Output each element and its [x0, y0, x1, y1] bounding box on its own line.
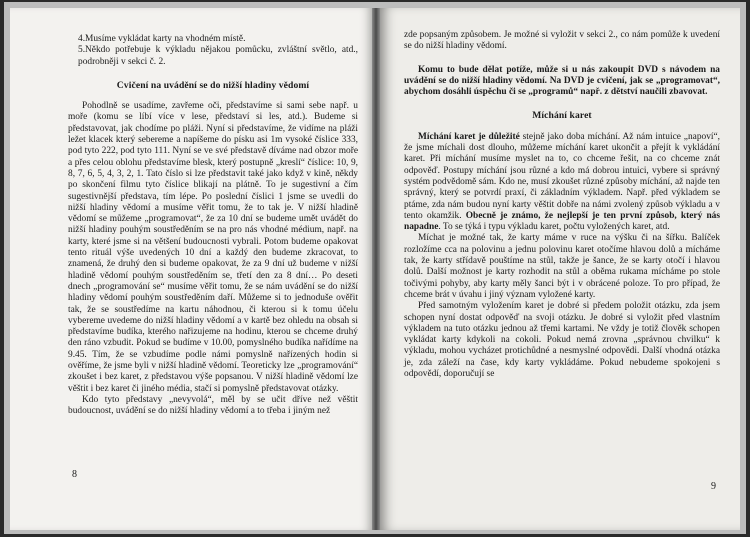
- text-run: stejně jako doba míchání. Až nám intuice „napoví“, že jsme míchali dost dlouho, můžeme míchání karet ukončit a přejít k vykládání karet. Při míchání musíme myslet na to, co chceme řešit, na co chceme znát odpověď. Postupy míchání jsou různé a kdo má dobrou intuici, vybere si správný systém podvědomě sám. Kdo ne, musí zkoušet různé způsoby míchání, až najde ten správný, který se potvrdí praxí, či základním výkladem. Např. před výkladem se ptáme, zda nám budou nyní karty věštit dobře na námi zvolený způsob výkladu a v tento okamžik.: [404, 131, 720, 221]
- bold-phrase: Obecně je známo, že nejlepší je ten první způsob, který nás napadne: [404, 210, 720, 233]
- section-heading: Cvičení na uvádění se do nižší hladiny vědomí: [116, 79, 310, 91]
- paragraph: zde popsaným způsobem. Je možné si vyložit v sekci 2., co nám pomůže k uvedení se do nižší hladiny vědomí.: [404, 30, 720, 52]
- text-run: . To se týká i typu výkladu karet, počtu vyložených karet, atd.: [438, 222, 670, 233]
- right-text-column: [404, 30, 720, 380]
- section-heading: Míchání karet: [532, 110, 592, 122]
- dvd-notice: Komu to bude dělat potíže, může si u nás zakoupit DVD s návodem na uvádění se do nižší hladiny vědomí. Na DVD je cvičení, jak se „programovat“, abychom dosáhli úspěchu či se „programů“ např. z dětství naučili zbavovat.: [404, 64, 720, 98]
- paragraph: Před samotným vyložením karet je dobré si předem položit otázku, zda jsem schopen nyní dostat odpověď na svoji otázku. Je dobré si vyložit před vlastním výkladem na tuto otázku jednou až třemi kartami. Ne vždy je totiž člověk schopen vykládat karty kdykoli na cokoli. Pokud nemá zrovna „správnou chvilku“ k výkladu, mohou vycházet protichůdné a nesmyslné odpovědi. Další vhodná otázka je, zda záleží na čase, kdy karty vykládáme. Pokud nebudeme spokojeni s odpovědí, doporučují se: [404, 301, 720, 380]
- list-item: 5.Někdo potřebuje k výkladu nějakou pomůcku, zvláštní světlo, atd., podrobněji v sekci č. 2.: [78, 45, 358, 67]
- bold-phrase: Míchání karet je důležité: [418, 131, 520, 142]
- paragraph: Pohodlně se usadíme, zavřeme oči, představíme si sami sebe např. u moře (komu se líbí více v lese, představí si les, atd.). Budeme si představovat, jak chodíme po pláži. Nyní si představíme, že vidíme na pláži ležet klacek který sebereme a napíšeme do písku asi 1m vysoké číslice 333, pod tyto 222, pod tyto 111. Nyní se ve své představě díváme nad obzor moře a přes celou oblohu představíme blesk, který postupně „kreslí“ číslice: 10, 9, 8, 7, 6, 5, 4, 3, 2, 1. Tato číslo si lze představit také jako když v kině, někdy po skončení filmu tyto číslice blikají na plátně. To je sugestivní a čím sugestivnější představa, tím lépe. Po poslední číslici 1 jsme se uvedli do nižší hladiny vědomí a musíme věřit tomu, že to tak je. V nižší hladině vědomí se můžeme „programovat“, že za 10 dní se budeme umět uvádět do nižší hladiny pouhým soustředěním se na pro nás vhodné médium, např. na karty, které jsme si na většení budoucnosti vybrali. Potom budeme opakovat tento rituál výše uvedených 10 dní a každý den budeme zkracovat, to znamená, že druhý den si budeme opakovat, že za 9 dní už budeme v nižší hladině vědomí pouhým soustředěním se, třetí den za 8 dní… Po deseti dnech „programování se“ musíme věřit tomu, že se nám uvádění se do nižší hladiny vědomí pouhým soustředěním daří. Můžeme si to jednoduše ověřit tak, že se soustředíme na kartu náhodnou, či kterou si k tomu účelu vybereme uvedeme do nižší hladiny vědomí a v kartě bez ohledu na obsah si představíme budíka, kterého nařizujeme na hodinu, kterou se chceme druhý den ráno vzbudit. Pokud se budíme v 10.00, pomyslného budíka nařídíme na 9.45. Tím, že se vzbudíme podle námi pomyslně nařízených hodin si ověříme, že jsme byli v nižší hladině vědomí. Teoreticky lze „programování“ zkoušet i bez karet, z představou výše popsanou. V nižší hladině vědomí lze věštit i bez karet či jiného média, stačí si pomyslně představovat otázky.: [68, 101, 358, 394]
- right-page: [380, 8, 740, 530]
- paragraph: Míchat je možné tak, že karty máme v ruce na výšku či na šířku. Balíček rozložíme cca na polovinu a jednu polovinu karet otočíme hlavou dolů a mícháme tak, že karty střídavě pouštíme na stůl, takže je šance, že se karty otočí i hlavou dolů. Další možnost je karty rozhodit na stůl a oběma rukama mícháme po stole točivými pohyby, aby karty měly šanci být i v obrácené poloze. To pro případ, že chceme brát v úvahu i jiný význam vyložené karty.: [404, 233, 720, 300]
- book-spread: [4, 2, 746, 534]
- book-gutter: [372, 8, 380, 530]
- page-number: 9: [711, 481, 716, 492]
- paragraph: Kdo tyto představy „nevyvolá“, měl by se učit dříve než věštit budoucnost, uvádění se do nižší hladiny vědomí a to třeba i jiným než: [68, 394, 358, 417]
- left-text-column: [68, 34, 358, 418]
- left-page: [10, 8, 372, 530]
- paragraph: [404, 132, 720, 234]
- page-number: 8: [72, 469, 77, 480]
- list-item: 4.Musíme vykládat karty na vhodném místě.: [78, 34, 246, 44]
